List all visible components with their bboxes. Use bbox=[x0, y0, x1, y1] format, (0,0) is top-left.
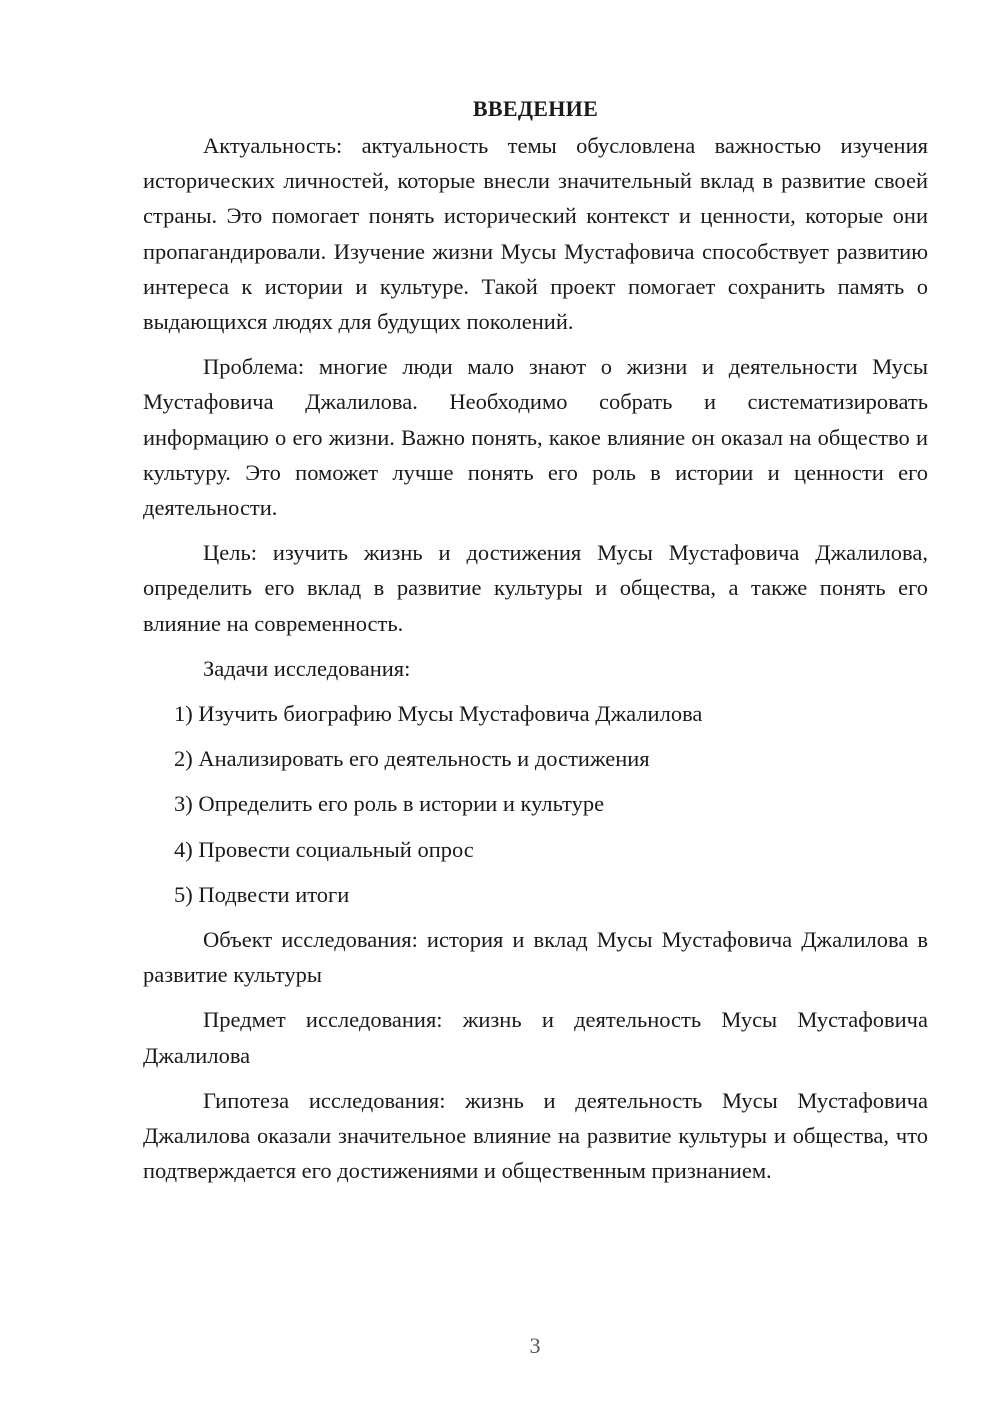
relevance-paragraph: Актуальность: актуальность темы обусловлена важностью изучения исторических личностей, которые внесли значительный вклад в развитие своей страны. Это помогает понять исторический контекст и ценности, которые они пропагандировали. Изучение жизни Мусы Мустафовича способствует развитию интереса к истории и культуре. Такой проект помогает сохранить память о выдающихся людях для будущих поколений. bbox=[143, 133, 928, 335]
object-paragraph: Объект исследования: история и вклад Мусы Мустафовича Джалилова в развитие культуры bbox=[143, 927, 928, 988]
goal-paragraph: Цель: изучить жизнь и достижения Мусы Мустафовича Джалилова, определить его вклад в развитие культуры и общества, а также понять его влияние на современность. bbox=[143, 540, 928, 636]
task-item: 4) Провести социальный опрос bbox=[174, 836, 474, 862]
page-number: 3 bbox=[529, 1333, 541, 1358]
task-item: 1) Изучить биографию Мусы Мустафовича Джалилова bbox=[174, 701, 703, 727]
section-title: ВВЕДЕНИЕ bbox=[472, 96, 599, 121]
task-item: 3) Определить его роль в истории и культуре bbox=[174, 791, 605, 817]
task-item: 2) Анализировать его деятельность и достижения bbox=[174, 746, 650, 772]
tasks-heading: Задачи исследования: bbox=[203, 655, 411, 681]
tasks-list bbox=[143, 696, 928, 912]
subject-paragraph: Предмет исследования: жизнь и деятельность Мусы Мустафовича Джалилова bbox=[143, 1007, 928, 1068]
document-page bbox=[143, 94, 928, 1198]
task-item: 5) Подвести итоги bbox=[174, 881, 350, 907]
problem-paragraph: Проблема: многие люди мало знают о жизни и деятельности Мусы Мустафовича Джалилова. Необходимо собрать и систематизировать информацию о его жизни. Важно понять, какое влияние он оказал на общество и культуру. Это поможет лучше понять его роль в истории и ценности его деятельности. bbox=[143, 354, 928, 521]
hypothesis-paragraph: Гипотеза исследования: жизнь и деятельность Мусы Мустафовича Джалилова оказали значительное влияние на развитие культуры и общества, что подтверждается его достижениями и общественным признанием. bbox=[143, 1087, 928, 1184]
